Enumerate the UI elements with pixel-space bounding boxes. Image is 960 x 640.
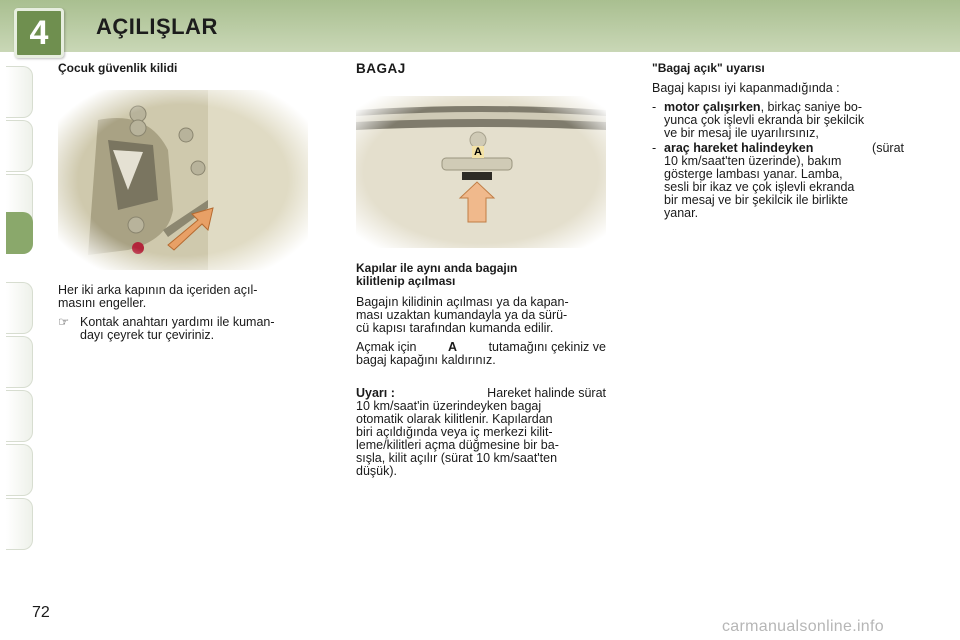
child-lock-illustration (58, 90, 308, 270)
warning-first-text: Hareket halinde sürat (487, 386, 606, 400)
chapter-tab-5[interactable] (6, 282, 33, 334)
middle-column-heading (356, 62, 606, 75)
chapter-tab-6[interactable] (6, 336, 33, 388)
chapter-tab-strip (0, 66, 34, 576)
page-number: 72 (32, 604, 50, 621)
central-locking-heading-line-1: Kapılar ile aynı anda bagajın (356, 261, 518, 275)
pointing-hand-icon: ☞ (58, 315, 70, 329)
vehicle-moving-line-6: yanar. (664, 206, 699, 220)
warning-item-engine-running (652, 101, 904, 140)
dash-marker: - (652, 141, 657, 155)
chapter-header (0, 0, 960, 52)
vehicle-moving-line-3: gösterge lambası yanar. Lamba, (664, 167, 843, 181)
child-lock-text-line-1: Her iki arka kapının da içeriden açıl- (58, 283, 258, 297)
vehicle-moving-line-4: sesli bir ikaz ve çok işlevli ekranda (664, 180, 855, 194)
boot-open-intro: Bagaj kapısı iyi kapanmadığında : (652, 81, 840, 95)
open-instruction-post: tutamağını çekiniz ve (488, 340, 606, 354)
chapter-title: AÇILIŞLAR (96, 14, 218, 39)
vehicle-moving-line-2: 10 km/saat'ten üzerinde), bakım (664, 154, 842, 168)
central-locking-text-line-1: Bagajın kilidinin açılması ya da kapan- (356, 295, 569, 309)
left-column-text (58, 284, 308, 342)
central-locking-text-line-2: ması uzaktan kumandayla ya da sürü- (356, 308, 568, 322)
chapter-tab-8[interactable] (6, 444, 33, 496)
child-lock-bullet-line-1: Kontak anahtarı yardımı ile kuman- (80, 315, 275, 329)
child-lock-bullet (58, 316, 308, 342)
vehicle-moving-text: (sürat (872, 141, 904, 155)
warning-line-3: biri açıldığında veya iç merkezi kilit- (356, 425, 553, 439)
child-lock-heading: Çocuk güvenlik kilidi (58, 61, 178, 75)
right-column (652, 62, 904, 220)
warning-line-1: 10 km/saat'in üzerindeyken bagaj (356, 399, 542, 413)
open-instruction-handle-label: A (447, 340, 458, 354)
vehicle-moving-label: araç hareket halindeyken (664, 141, 814, 155)
dash-marker: - (652, 100, 657, 114)
child-lock-text-line-2: masını engeller. (58, 296, 147, 310)
child-lock-bullet-line-2: dayı çeyrek tur çeviriniz. (80, 328, 215, 342)
warning-line-6: düşük). (356, 464, 397, 478)
warning-line-2: otomatik olarak kilitlenir. Kapılardan (356, 412, 553, 426)
chapter-tab-2[interactable] (6, 120, 33, 172)
vehicle-moving-line-5: bir mesaj ve bir şekilcik ile birlikte (664, 193, 849, 207)
central-locking-heading-line-2: kilitlenip açılması (356, 274, 456, 288)
chapter-number-badge: 4 (14, 8, 64, 58)
warning-label: Uyarı : (356, 386, 395, 400)
middle-column-text (356, 262, 606, 484)
left-column (58, 62, 308, 75)
central-locking-text-line-3: cü kapısı tarafından kumanda edilir. (356, 321, 554, 335)
watermark-text: carmanualsonline.info (722, 618, 884, 635)
warning-line-5: sışla, kilit açılır (sürat 10 km/saat'ten (356, 451, 558, 465)
boot-handle-illustration (356, 96, 606, 248)
chapter-tab-4-active[interactable] (6, 212, 33, 254)
engine-running-text: , birkaç saniye bo- (760, 100, 863, 114)
boot-section-title: BAGAJ (356, 61, 406, 76)
open-instruction-line-2: bagaj kapağını kaldırınız. (356, 353, 496, 367)
chapter-tab-9[interactable] (6, 498, 33, 550)
chapter-tab-1[interactable] (6, 66, 33, 118)
boot-open-warning-heading: "Bagaj açık" uyarısı (652, 61, 765, 75)
warning-item-vehicle-moving (652, 142, 904, 220)
engine-running-line-3: ve bir mesaj ile uyarılırsınız, (664, 126, 819, 140)
open-instruction-pre: Açmak için (356, 340, 417, 354)
engine-running-label: motor çalışırken (664, 100, 761, 114)
chapter-tab-7[interactable] (6, 390, 33, 442)
engine-running-line-2: yunca çok işlevli ekranda bir şekilcik (664, 113, 865, 127)
handle-a-label: A (474, 146, 482, 158)
warning-line-4: leme/kilitleri açma düğmesine bir ba- (356, 438, 559, 452)
